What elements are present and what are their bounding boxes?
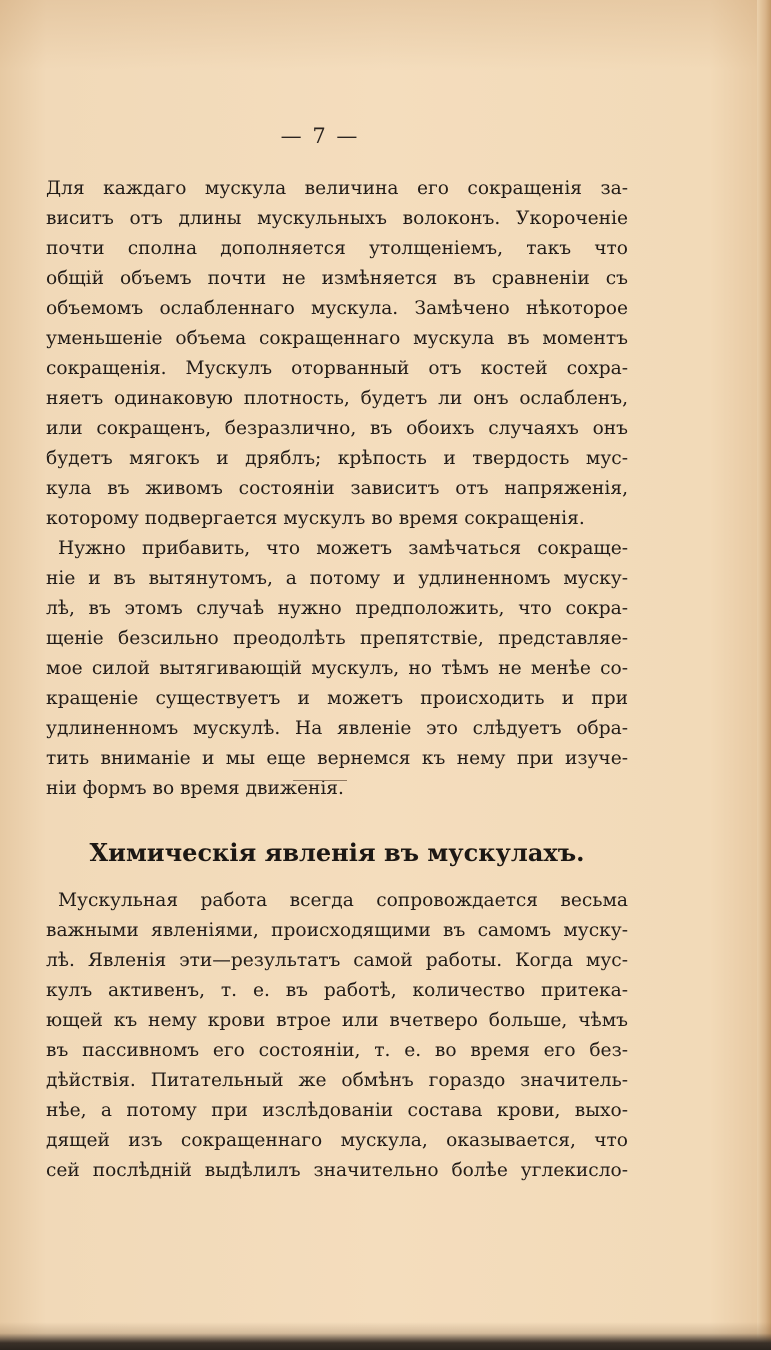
text-line: будетъ мягокъ и дряблъ; крѣпость и твердость мус- — [46, 448, 628, 469]
text-line: Нужно прибавить, что можетъ замѣчаться сокраще- — [58, 538, 628, 559]
text-line: кула въ живомъ состояніи зависитъ отъ напряженія, — [46, 478, 628, 499]
text-line: нѣе, а потому при изслѣдованіи состава крови, выхо- — [46, 1100, 628, 1121]
page-number: — 7 — — [280, 124, 360, 148]
page-bottom-edge — [0, 1322, 771, 1350]
text-line: удлиненномъ мускулѣ. На явленіе это слѣдуетъ обра- — [46, 718, 628, 739]
text-line: тить вниманіе и мы еще вернемся къ нему при изуче- — [46, 748, 628, 769]
text-line: мое силой вытягивающій мускулъ, но тѣмъ не менѣе со- — [46, 658, 628, 679]
text-line: няетъ одинаковую плотность, будетъ ли онъ ослабленъ, — [46, 388, 628, 409]
text-line: сей послѣдній выдѣлилъ значительно болѣе углекисло- — [46, 1160, 628, 1181]
body-text-lower — [46, 886, 628, 1186]
section-heading: Химическія явленія въ мускулахъ. — [89, 838, 585, 867]
text-line: Для каждаго мускула величина его сокращенія за- — [46, 178, 628, 199]
text-line: уменьшеніе объема сокращеннаго мускула въ моментъ — [46, 328, 628, 349]
text-line: объемомъ ослабленнаго мускула. Замѣчено нѣкоторое — [46, 298, 628, 319]
body-text-upper — [46, 174, 628, 804]
text-line: въ пассивномъ его состояніи, т. е. во время его без- — [46, 1040, 628, 1061]
text-line: почти сполна дополняется утолщеніемъ, такъ что — [46, 238, 628, 259]
paragraph-muscle-contraction — [46, 174, 628, 534]
paragraph-stretched-muscle — [46, 534, 628, 804]
text-line: сокращенія. Мускулъ оторванный отъ костей сохра- — [46, 358, 628, 379]
text-line: ющей къ нему крови втрое или вчетверо больше, чѣмъ — [46, 1010, 628, 1031]
text-line: общій объемъ почти не измѣняется въ сравненіи съ — [46, 268, 628, 289]
text-line: которому подвергается мускулъ во время сокращенія. — [46, 508, 585, 529]
page-edge-shadow — [757, 0, 771, 1350]
text-line: ніе и въ вытянутомъ, а потому и удлиненномъ муску- — [46, 568, 628, 589]
text-line: дящей изъ сокращеннаго мускула, оказывается, что — [46, 1130, 628, 1151]
text-line: Мускульная работа всегда сопровождается весьма — [58, 890, 628, 911]
text-line: или сокращенъ, безразлично, въ обоихъ случаяхъ онъ — [46, 418, 628, 439]
text-line: ніи формъ во время движенія. — [46, 778, 344, 799]
text-line: лѣ. Явленія эти—результатъ самой работы. Когда мус- — [46, 950, 628, 971]
text-line: важными явленіями, происходящими въ самомъ муску- — [46, 920, 628, 941]
text-line: щеніе безсильно преодолѣть препятствіе, представляе- — [46, 628, 628, 649]
text-line: виситъ отъ длины мускульныхъ волоконъ. Укороченіе — [46, 208, 628, 229]
paragraph-chemical-phenomena — [46, 886, 628, 1186]
text-line: кращеніе существуетъ и можетъ происходить и при — [46, 688, 628, 709]
text-line: лѣ, въ этомъ случаѣ нужно предположить, что сокра- — [46, 598, 628, 619]
section-divider — [293, 780, 347, 781]
text-line: кулъ активенъ, т. е. въ работѣ, количество притека- — [46, 980, 628, 1001]
text-line: дѣйствія. Питательный же обмѣнъ гораздо значитель- — [46, 1070, 628, 1091]
